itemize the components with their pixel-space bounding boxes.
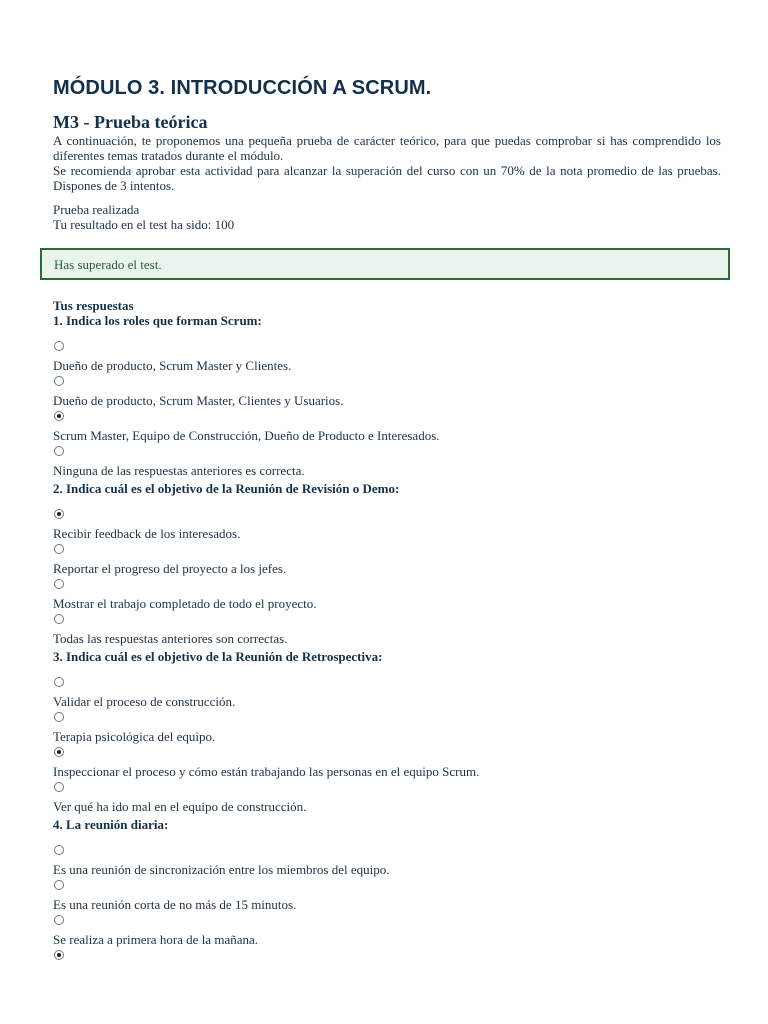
answer-option-label: Inspeccionar el proceso y cómo están trabajando las personas en el equipo Scrum. [53,764,480,779]
answer-option[interactable] [53,614,733,649]
radio-unselected-icon[interactable] [54,712,64,722]
result-message: Has superado el test. [54,257,162,272]
answer-option[interactable] [53,677,733,712]
radio-unselected-icon[interactable] [54,446,64,456]
answer-option[interactable] [53,411,733,446]
radio-unselected-icon[interactable] [54,614,64,624]
answer-option[interactable] [53,509,733,544]
answer-option[interactable] [53,376,733,411]
radio-unselected-icon[interactable] [54,544,64,554]
radio-unselected-icon[interactable] [54,845,64,855]
question-1 [53,313,733,481]
answer-option-label: Ninguna de las respuestas anteriores es correcta. [53,463,305,478]
answer-option[interactable] [53,341,733,376]
answer-option[interactable] [53,950,733,985]
radio-unselected-icon[interactable] [54,677,64,687]
radio-unselected-icon[interactable] [54,376,64,386]
answers-section [53,298,733,985]
question-title: 4. La reunión diaria: [53,817,169,832]
question-2 [53,481,733,649]
intro-paragraph-2: Se recomienda aprobar esta actividad para alcanzar la superación del curso con un 70% de la nota promedio de las pruebas. Dispones de 3 intentos. [53,163,721,193]
question-title: 2. Indica cuál es el objetivo de la Reunión de Revisión o Demo: [53,481,400,496]
intro-text [53,133,721,193]
radio-selected-icon[interactable] [54,509,64,519]
questions-list [53,313,733,985]
answer-option[interactable] [53,446,733,481]
radio-selected-icon[interactable] [54,950,64,960]
answer-option-label: Recibir feedback de los interesados. [53,526,241,541]
answer-option-label: Dueño de producto, Scrum Master y Clientes. [53,358,292,373]
answer-option-label: Reportar el progreso del proyecto a los jefes. [53,561,287,576]
status-done: Prueba realizada [53,202,140,217]
answer-option[interactable] [53,845,733,880]
radio-unselected-icon[interactable] [54,341,64,351]
radio-unselected-icon[interactable] [54,915,64,925]
radio-unselected-icon[interactable] [54,880,64,890]
radio-unselected-icon[interactable] [54,782,64,792]
intro-paragraph-1: A continuación, te proponemos una pequeña prueba de carácter teórico, para que puedas comprobar si has comprendido los diferentes temas tratados durante el módulo. [53,133,721,163]
question-title: 1. Indica los roles que forman Scrum: [53,313,262,328]
answer-option-label: Es una reunión corta de no más de 15 minutos. [53,897,297,912]
answer-option-label: Terapia psicológica del equipo. [53,729,216,744]
answer-option[interactable] [53,880,733,915]
module-title: MÓDULO 3. INTRODUCCIÓN A SCRUM. [53,77,432,99]
answer-option-label: Es una reunión de sincronización entre los miembros del equipo. [53,862,390,877]
answer-option[interactable] [53,712,733,747]
radio-unselected-icon[interactable] [54,579,64,589]
radio-selected-icon[interactable] [54,747,64,757]
answer-option[interactable] [53,579,733,614]
answer-option-label: Dueño de producto, Scrum Master, Clientes y Usuarios. [53,393,344,408]
answer-option-label: Mostrar el trabajo completado de todo el proyecto. [53,596,317,611]
answer-option-label: Validar el proceso de construcción. [53,694,236,709]
answer-option[interactable] [53,747,733,782]
quiz-title: M3 - Prueba teórica [53,112,208,132]
status-score: Tu resultado en el test ha sido: 100 [53,217,235,232]
test-status [53,202,721,232]
answer-option-label: Ver qué ha ido mal en el equipo de construcción. [53,799,307,814]
result-message-box [40,248,730,280]
question-title: 3. Indica cuál es el objetivo de la Reunión de Retrospectiva: [53,649,383,664]
answer-option[interactable] [53,544,733,579]
answers-header: Tus respuestas [53,298,134,313]
answer-option-label: Se realiza a primera hora de la mañana. [53,932,258,947]
question-4 [53,817,733,985]
answer-option[interactable] [53,915,733,950]
answer-option-label: Todas las respuestas anteriores son correctas. [53,631,288,646]
answer-option-label: Scrum Master, Equipo de Construcción, Dueño de Producto e Interesados. [53,428,440,443]
answer-option[interactable] [53,782,733,817]
question-3 [53,649,733,817]
radio-selected-icon[interactable] [54,411,64,421]
